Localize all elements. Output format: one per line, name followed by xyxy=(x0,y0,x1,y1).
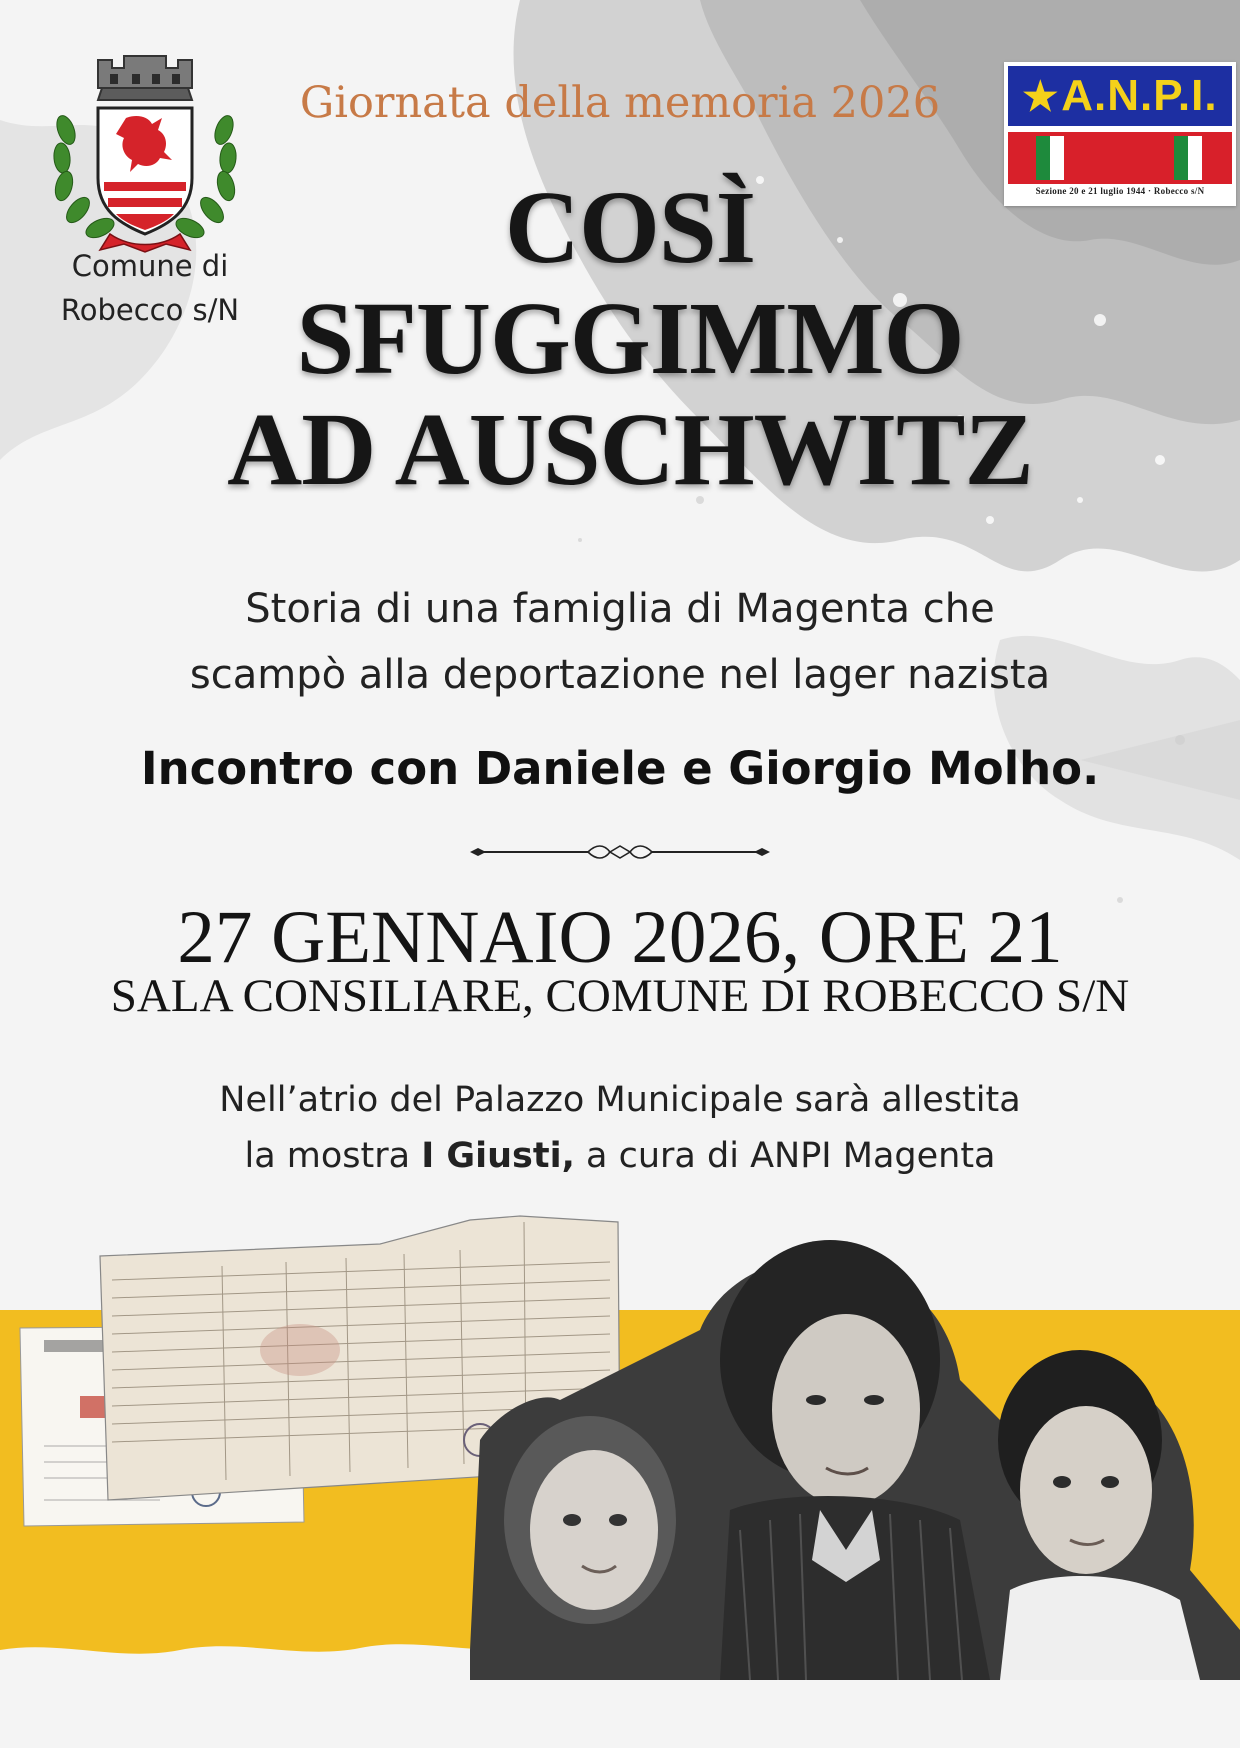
title-line-2: SFUGGIMMO xyxy=(296,281,964,396)
anpi-logo-banner xyxy=(1008,66,1232,126)
event-venue: SALA CONSILIARE, COMUNE DI ROBECCO S/N xyxy=(110,970,1130,1022)
exhibition-line-2 xyxy=(60,1128,1180,1184)
ornament-divider-icon xyxy=(470,840,770,864)
exhibition-note xyxy=(60,1072,1180,1184)
exhibition-suffix: a cura di ANPI Magenta xyxy=(574,1136,996,1176)
anpi-logo-caption: Sezione 20 e 21 luglio 1944 · Robecco s/N xyxy=(1035,186,1205,196)
photo-collage xyxy=(0,1210,1240,1748)
subtitle-line-1: Storia di una famiglia di Magenta che xyxy=(245,586,995,632)
event-kicker: Giornata della memoria 2026 xyxy=(299,78,941,128)
meeting-line: Incontro con Daniele e Giorgio Molho. xyxy=(140,742,1100,795)
comune-label-line1: Comune di xyxy=(71,249,229,283)
subtitle xyxy=(70,576,1170,708)
subtitle-line-2: scampò alla deportazione nel lager nazista xyxy=(189,652,1051,698)
exhibition-prefix: la mostra xyxy=(244,1136,422,1176)
anpi-logo-text: A.N.P.I. xyxy=(1061,71,1218,120)
comune-label-line2: Robecco s/N xyxy=(60,293,240,327)
title-line-3: AD AUSCHWITZ xyxy=(227,392,1033,507)
event-date-time: 27 GENNAIO 2026, ORE 21 xyxy=(177,896,1063,979)
title-line-1: COSÌ xyxy=(504,170,756,285)
exhibition-line-1: Nell’atrio del Palazzo Municipale sarà allestita xyxy=(219,1080,1021,1120)
page-title xyxy=(130,172,1130,505)
exhibition-title: I Giusti, xyxy=(421,1136,575,1176)
star-icon: ★ xyxy=(1022,75,1060,119)
